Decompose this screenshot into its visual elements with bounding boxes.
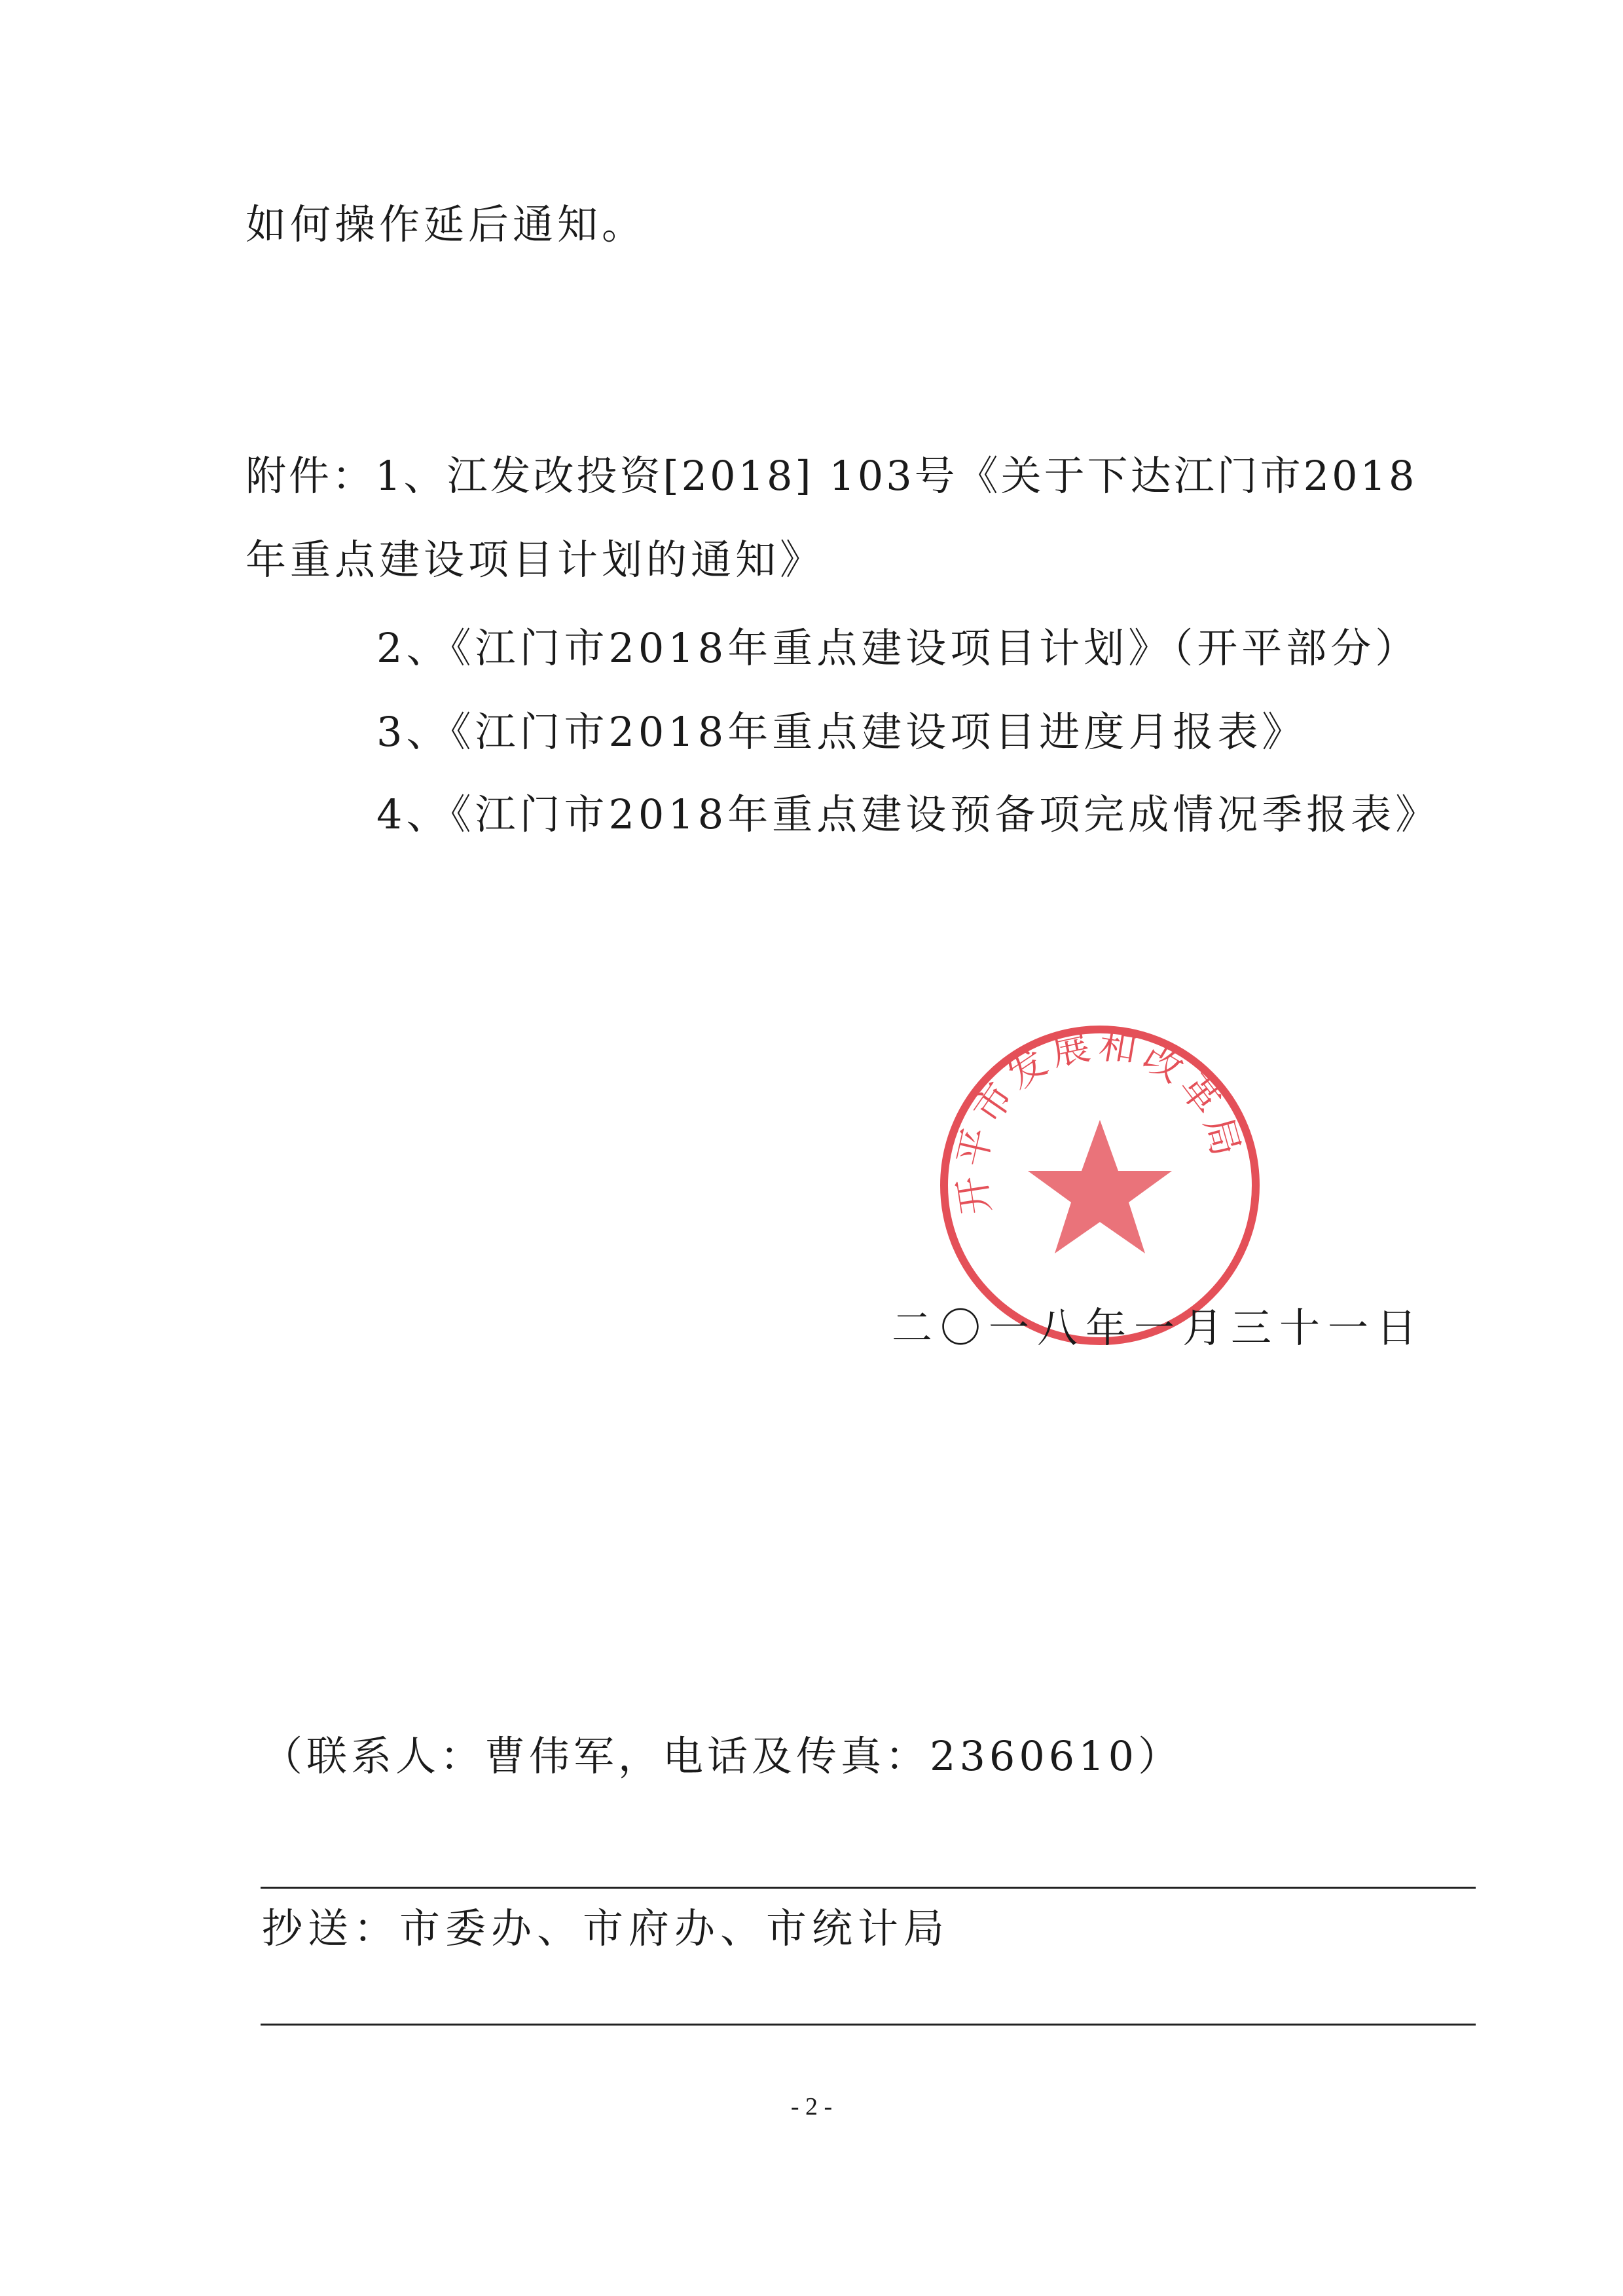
contact-info: （联系人：曹伟军，电话及传真：2360610） — [262, 1732, 1183, 1780]
divider-bottom — [261, 2024, 1476, 2026]
page-number: - 2 - — [790, 2093, 833, 2120]
attachment-1-line1: 附件：1、江发改投资[2018] 103号《关于下达江门市2018 — [246, 452, 1417, 500]
star-icon — [1028, 1120, 1172, 1253]
continuation-text: 如何操作延后通知。 — [246, 200, 647, 248]
seal-text: 开平市发展和改革局 — [948, 1022, 1250, 1217]
attachment-2: 2、《江门市2018年重点建设项目计划》（开平部分） — [376, 624, 1420, 672]
official-seal — [936, 1022, 1264, 1349]
issue-date: 二〇一八年一月三十一日 — [892, 1304, 1425, 1352]
cc-list: 抄送：市委办、市府办、市统计局 — [262, 1904, 950, 1952]
divider-top — [261, 1887, 1476, 1889]
attachment-3: 3、《江门市2018年重点建设项目进度月报表》 — [376, 708, 1307, 756]
attachment-1-line2: 年重点建设项目计划的通知》 — [246, 536, 825, 583]
attachment-4: 4、《江门市2018年重点建设预备项完成情况季报表》 — [376, 790, 1440, 838]
